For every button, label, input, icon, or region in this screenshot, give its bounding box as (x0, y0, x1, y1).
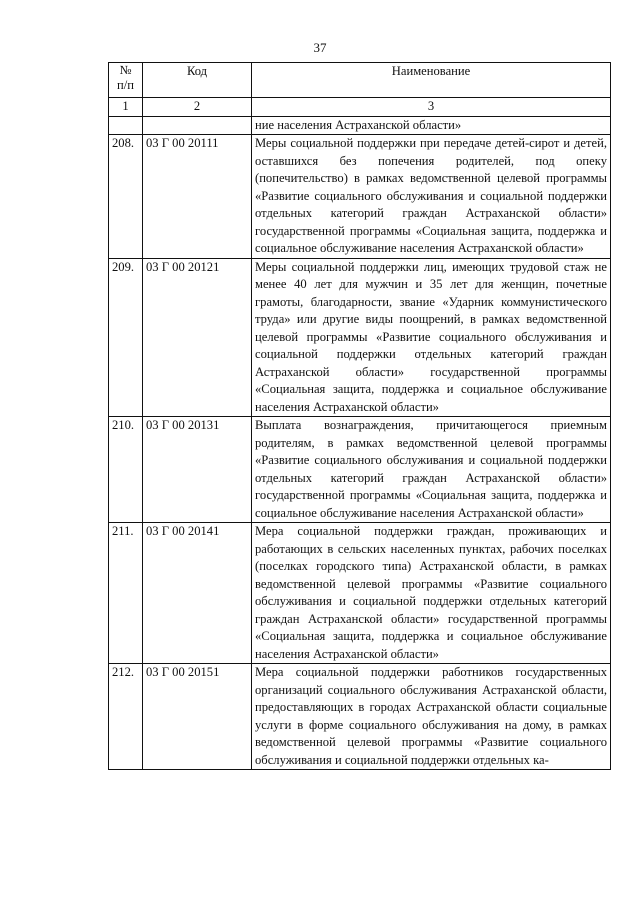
row-code: 03 Г 00 20151 (143, 664, 252, 770)
header-number-sign: № (119, 63, 132, 77)
header-number (109, 63, 143, 98)
row-name: Меры социальной поддержки лиц, имеющих трудовой стаж не менее 40 лет для мужчин и 35 лет для женщин, почетные грамоты, благодарности, звание «Ударник коммунистического труда» или другие виды поощрений, в рамках ведомственной целевой программы «Развитие социального обслуживания и социальной поддержки отдельных категорий граждан Астраханской области» государственной программы «Социальная защита, поддержка и социальное обслуживание населения Астраханской области» (252, 258, 611, 417)
empty-cell (143, 116, 252, 135)
column-index: 2 (143, 98, 252, 117)
row-name: Мера социальной поддержки работников государственных организаций социального обслуживания Астраханской области, предоставляющих в городах Астраханской области социальные услуги в форме социального обслуживания на дому, в рамках ведомственной целевой программы «Развитие социального обслуживания и социальной поддержки отдельных ка- (252, 664, 611, 770)
continuation-text: ние населения Астраханской области» (252, 116, 611, 135)
column-index: 1 (109, 98, 143, 117)
row-code: 03 Г 00 20141 (143, 523, 252, 664)
header-name: Наименование (252, 63, 611, 98)
table-row (109, 523, 611, 664)
header-number-abbr: п/п (117, 78, 134, 92)
row-code: 03 Г 00 20121 (143, 258, 252, 417)
table-row (109, 135, 611, 259)
continuation-row (109, 116, 611, 135)
row-number: 210. (109, 417, 143, 523)
table-header-row (109, 63, 611, 98)
row-number: 209. (109, 258, 143, 417)
row-code: 03 Г 00 20131 (143, 417, 252, 523)
page-number: 37 (313, 40, 327, 55)
table-row (109, 417, 611, 523)
table-row (109, 258, 611, 417)
column-index-row (109, 98, 611, 117)
row-code: 03 Г 00 20111 (143, 135, 252, 259)
budget-codes-table (108, 62, 611, 770)
row-number: 212. (109, 664, 143, 770)
header-code: Код (143, 63, 252, 98)
row-name: Меры социальной поддержки при передаче детей-сирот и детей, оставшихся без попечения родителей, под опеку (попечительство) в рамках ведомственной целевой программы «Развитие социального обслуживания и социальной поддержки отдельных категорий граждан Астраханской области» государственной программы «Социальная защита, поддержка и социальное обслуживание населения Астраханской области» (252, 135, 611, 259)
empty-cell (109, 116, 143, 135)
row-number: 208. (109, 135, 143, 259)
row-name: Выплата вознаграждения, причитающегося приемным родителям, в рамках ведомственной целевой программы «Развитие социального обслуживания и социальной поддержки отдельных категорий граждан Астраханской области» государственной программы «Социальная защита, поддержка и социальное обслуживание населения Астраханской области» (252, 417, 611, 523)
column-index: 3 (252, 98, 611, 117)
row-number: 211. (109, 523, 143, 664)
table-row (109, 664, 611, 770)
row-name: Мера социальной поддержки граждан, проживающих и работающих в сельских населенных пунктах, рабочих поселках (поселках городского типа) Астраханской области, в рамках ведомственной целевой программы «Развитие социального обслуживания и социальной поддержки отдельных категорий граждан Астраханской области» государственной программы «Социальная защита, поддержка и социальное обслуживание населения Астраханской области» (252, 523, 611, 664)
